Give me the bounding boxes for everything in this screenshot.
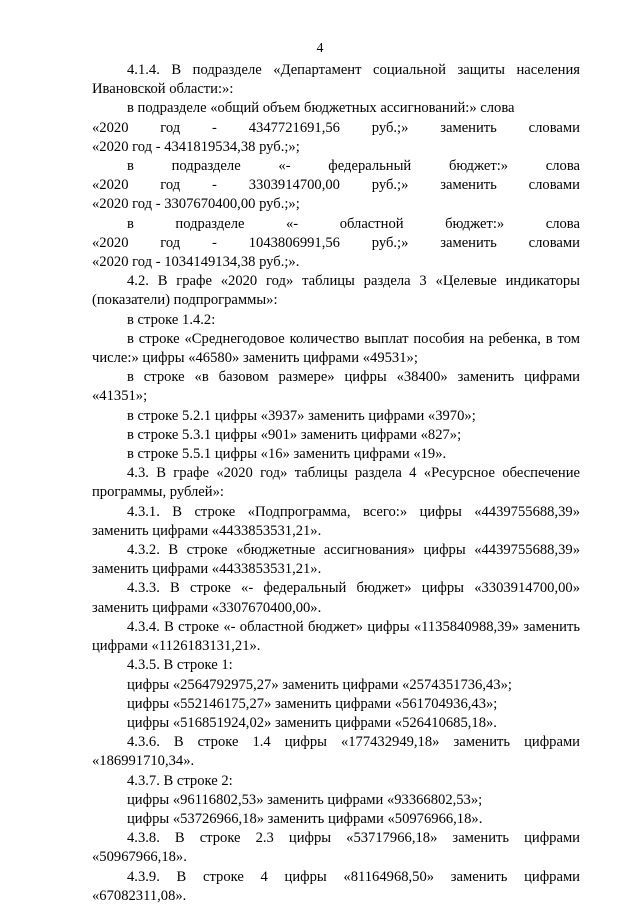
paragraph: 4.3. В графе «2020 год» таблицы раздела 4 «Ресурсное обеспечение программы, рублей»:	[92, 465, 580, 501]
line-word: «2020	[92, 234, 129, 251]
paragraph-line	[92, 157, 580, 176]
line-word: словами	[528, 119, 580, 136]
line-word: словами	[528, 234, 580, 251]
paragraph: 4.3.5. В строке 1:	[127, 657, 233, 674]
paragraph: цифры «552146175,27» заменить цифрами «561704936,43»;	[127, 695, 498, 712]
paragraph: цифры «2564792975,27» заменить цифрами «2574351736,43»;	[127, 676, 512, 693]
line-word: федеральный	[328, 158, 412, 175]
line-word: в	[127, 215, 134, 232]
line-word: руб.;»	[371, 234, 409, 251]
line-word: заменить	[440, 234, 497, 251]
paragraph: 4.3.3. В строке «- федеральный бюджет» цифры «3303914700,00» заменить цифрами «3307670400,00».	[92, 580, 580, 616]
line-word: руб.;»	[371, 177, 409, 194]
line-word: год	[160, 177, 181, 194]
paragraph: цифры «96116802,53» заменить цифрами «93366802,53»;	[127, 791, 483, 808]
paragraph: 4.3.6. В строке 1.4 цифры «177432949,18» заменить цифрами «186991710,34».	[92, 734, 580, 770]
paragraph: «2020 год - 4341819534,38 руб.;»;	[92, 138, 300, 155]
paragraph: 4.3.9. В строке 4 цифры «81164968,50» заменить цифрами «67082311,08».	[92, 868, 580, 904]
paragraph: в строке 5.5.1 цифры «16» заменить цифрами «19».	[127, 446, 447, 463]
line-word: заменить	[440, 177, 497, 194]
line-word: слова	[545, 215, 580, 232]
line-word: заменить	[440, 119, 497, 136]
line-word: год	[160, 234, 181, 251]
paragraph-line	[92, 176, 580, 195]
line-word: областной	[339, 215, 404, 232]
line-word: «-	[278, 158, 291, 175]
paragraph: в строке «Среднегодовое количество выплат пособия на ребенка, в том числе:» цифры «46580» заменить цифрами «49531»;	[92, 330, 580, 367]
paragraph: цифры «516851924,02» заменить цифрами «526410685,18».	[127, 714, 497, 731]
line-word: 1043806991,56	[248, 234, 340, 251]
paragraph: в строке 5.3.1 цифры «901» заменить цифрами «827»;	[127, 426, 462, 443]
paragraph: 4.3.4. В строке «- областной бюджет» цифры «1135840988,39» заменить цифрами «1126183131,21».	[92, 618, 580, 655]
line-word: словами	[528, 177, 580, 194]
paragraph: в строке 5.2.1 цифры «3937» заменить цифрами «3970»;	[127, 407, 476, 424]
line-word: -	[212, 234, 217, 251]
paragraph-line	[92, 215, 580, 234]
document-body	[92, 61, 580, 906]
paragraph: 4.2. В графе «2020 год» таблицы раздела 3 «Целевые индикаторы (показатели) подпрограммы»:	[92, 273, 580, 309]
line-word: -	[212, 177, 217, 194]
line-word: -	[212, 119, 217, 136]
paragraph: в подразделе «общий объем бюджетных ассигнований:» слова	[127, 100, 515, 117]
paragraph: цифры «53726966,18» заменить цифрами «50976966,18».	[127, 810, 483, 827]
paragraph-line	[92, 234, 580, 253]
line-word: год	[160, 119, 181, 136]
line-word: слова	[545, 158, 580, 175]
line-word: «-	[286, 215, 299, 232]
line-word: 4347721691,56	[248, 119, 340, 136]
paragraph: 4.3.7. В строке 2:	[127, 772, 233, 789]
paragraph: «2020 год - 1034149134,38 руб.;».	[92, 254, 300, 271]
line-word: «2020	[92, 177, 129, 194]
line-word: подразделе	[171, 158, 241, 175]
line-word: руб.;»	[371, 119, 409, 136]
paragraph: 4.3.1. В строке «Подпрограмма, всего:» цифры «4439755688,39» заменить цифрами «4433853531,21».	[92, 503, 580, 539]
paragraph: в строке «в базовом размере» цифры «38400» заменить цифрами «41351»;	[92, 369, 580, 405]
paragraph: в строке 1.4.2:	[127, 311, 216, 328]
line-word: бюджет:»	[445, 215, 505, 232]
page-number: 4	[316, 40, 324, 55]
paragraph: 4.3.2. В строке «бюджетные ассигнования» цифры «4439755688,39» заменить цифрами «4433853531,21».	[92, 542, 580, 578]
paragraph-line	[92, 119, 580, 138]
line-word: «2020	[92, 119, 129, 136]
line-word: подразделе	[175, 215, 245, 232]
line-word: 3303914700,00	[248, 177, 340, 194]
paragraph: 4.3.8. В строке 2.3 цифры «53717966,18» заменить цифрами «50967966,18».	[92, 830, 580, 866]
paragraph: 4.1.4. В подразделе «Департамент социальной защиты населения Ивановской области:»:	[92, 62, 580, 98]
line-word: бюджет:»	[448, 158, 509, 175]
paragraph: «2020 год - 3307670400,00 руб.;»;	[92, 196, 300, 213]
line-word: в	[127, 158, 134, 175]
